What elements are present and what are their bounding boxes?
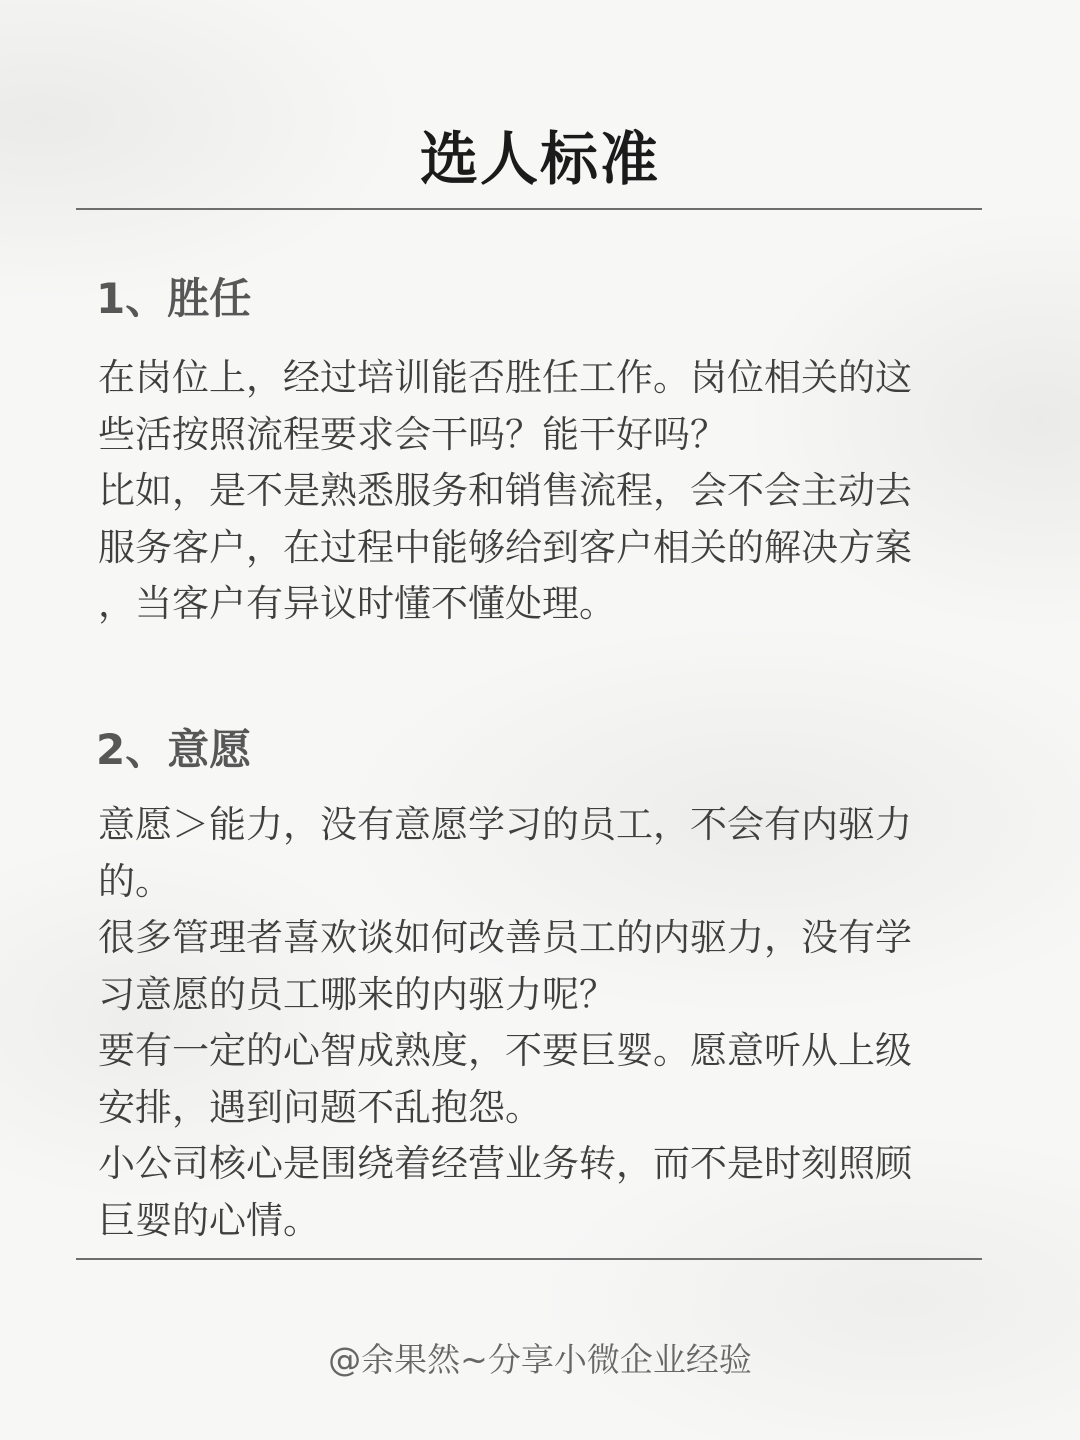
body-line: 比如，是不是熟悉服务和销售流程，会不会主动去 [98,469,912,512]
body-line: 要有一定的心智成熟度，不要巨婴。愿意听从上级 [98,1029,912,1072]
section-body-willingness [98,797,978,1249]
author-signature: @余果然~分享小微企业经验 [328,1340,752,1379]
section-heading-willingness: 2、意愿 [96,725,252,774]
body-line: 小公司核心是围绕着经营业务转，而不是时刻照顾 [98,1142,912,1185]
body-line: ，当客户有异议时懂不懂处理。 [98,582,616,625]
body-line: 巨婴的心情。 [98,1198,320,1242]
section-heading-competence: 1、胜任 [96,274,252,323]
body-line: 在岗位上，经过培训能否胜任工作。岗位相关的这 [98,356,912,399]
body-line: 服务客户，在过程中能够给到客户相关的解决方案 [98,525,912,569]
page-title: 选人标准 [419,125,660,193]
bottom-divider [76,1258,982,1260]
top-divider [76,208,982,210]
section-body-competence [98,350,978,633]
body-line: 习意愿的员工哪来的内驱力呢？ [98,972,616,1016]
body-line: 安排，遇到问题不乱抱怨。 [98,1085,542,1129]
body-line: 很多管理者喜欢谈如何改善员工的内驱力，没有学 [98,916,912,959]
body-line: 些活按照流程要求会干吗？能干好吗？ [98,412,727,456]
body-line: 的。 [98,859,172,903]
body-line: 意愿＞能力，没有意愿学习的员工，不会有内驱力 [98,803,912,846]
